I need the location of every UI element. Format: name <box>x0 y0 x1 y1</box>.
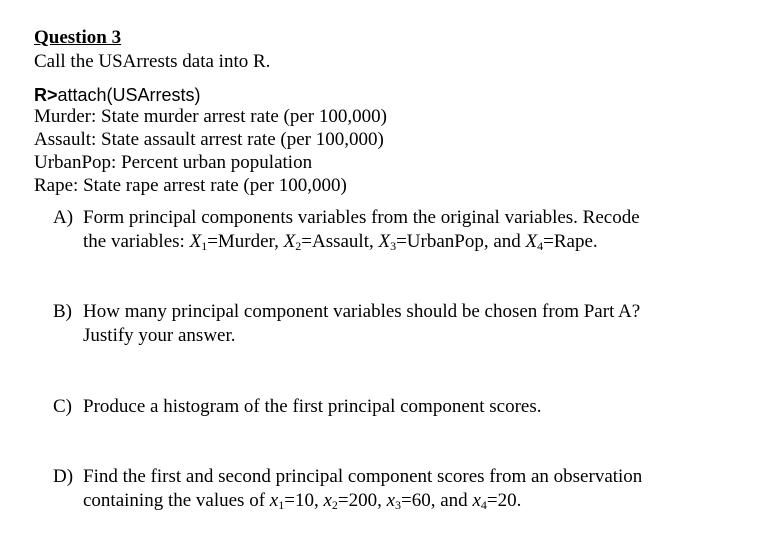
part-a-line1 <box>53 206 640 230</box>
variable-symbol: X <box>283 231 296 252</box>
part-b-line2: Justify your answer. <box>83 325 236 346</box>
variable-symbol: X <box>189 231 202 252</box>
part-b-text: How many principal component variables should be chosen from Part A? <box>83 301 641 322</box>
variable-subscript: 3 <box>390 239 397 253</box>
values-list: $x_1=10$, $x_2=200$, $x_3=60$, and $x_4=20$. <box>269 490 522 512</box>
variable-subscript: 3 <box>395 498 402 512</box>
variable-symbol: x <box>386 490 396 511</box>
variable-subscript: 2 <box>331 498 338 512</box>
variable-subscript: 1 <box>201 239 208 253</box>
definition-murder: Murder: State murder arrest rate (per 100,000) <box>34 106 387 127</box>
part-b-line1 <box>53 300 640 324</box>
r-command-line <box>34 84 201 107</box>
variable-value: Rape <box>553 231 593 252</box>
variable-value: Murder <box>217 231 275 252</box>
r-prompt: R> <box>34 85 58 105</box>
part-c-text: Produce a histogram of the first principal component scores. <box>83 396 542 417</box>
intro-text: Call the USArrests data into R. <box>34 51 271 72</box>
variable-value: UrbanPop <box>406 231 484 252</box>
part-d-letter: D) <box>53 466 74 487</box>
part-d-prefix: containing the values of <box>83 490 270 511</box>
part-a-line2 <box>83 230 598 254</box>
variable-subscript: 4 <box>537 239 544 253</box>
variable-subscript: 4 <box>480 498 487 512</box>
part-a-letter: A) <box>53 207 74 228</box>
variable-subscript: 2 <box>295 239 302 253</box>
recode-list: $X_1=Murder$, $X_2=Assault$, $X_3=UrbanPop$, and $X_4=Rape$. <box>189 231 598 253</box>
variable-symbol: x <box>269 490 279 511</box>
variable-subscript: 1 <box>278 498 285 512</box>
variable-value: 10 <box>294 490 314 511</box>
part-a-text: Form principal components variables from the original variables. Recode <box>83 207 640 228</box>
part-c-letter: C) <box>53 396 72 417</box>
variable-symbol: X <box>525 231 538 252</box>
variable-symbol: x <box>323 490 332 511</box>
variable-value: 60 <box>411 490 431 511</box>
question-heading: Question 3 <box>34 27 122 48</box>
variable-symbol: x <box>472 490 481 511</box>
definition-urbanpop: UrbanPop: Percent urban population <box>34 152 313 173</box>
part-d-text: Find the first and second principal component scores from an observation <box>83 466 643 487</box>
variable-symbol: X <box>378 231 391 252</box>
part-b-letter: B) <box>53 301 72 322</box>
part-a-prefix: the variables: <box>83 231 190 252</box>
r-command: attach(USArrests) <box>57 85 201 105</box>
part-d-line2 <box>83 489 521 513</box>
definition-assault: Assault: State assault arrest rate (per 100,000) <box>34 129 384 150</box>
part-c-line1 <box>53 395 542 419</box>
variable-value: 200 <box>348 490 378 511</box>
variable-value: Assault <box>311 231 369 252</box>
variable-value: 20 <box>497 490 517 511</box>
definition-rape: Rape: State rape arrest rate (per 100,000) <box>34 175 347 196</box>
part-d-line1 <box>53 465 642 489</box>
